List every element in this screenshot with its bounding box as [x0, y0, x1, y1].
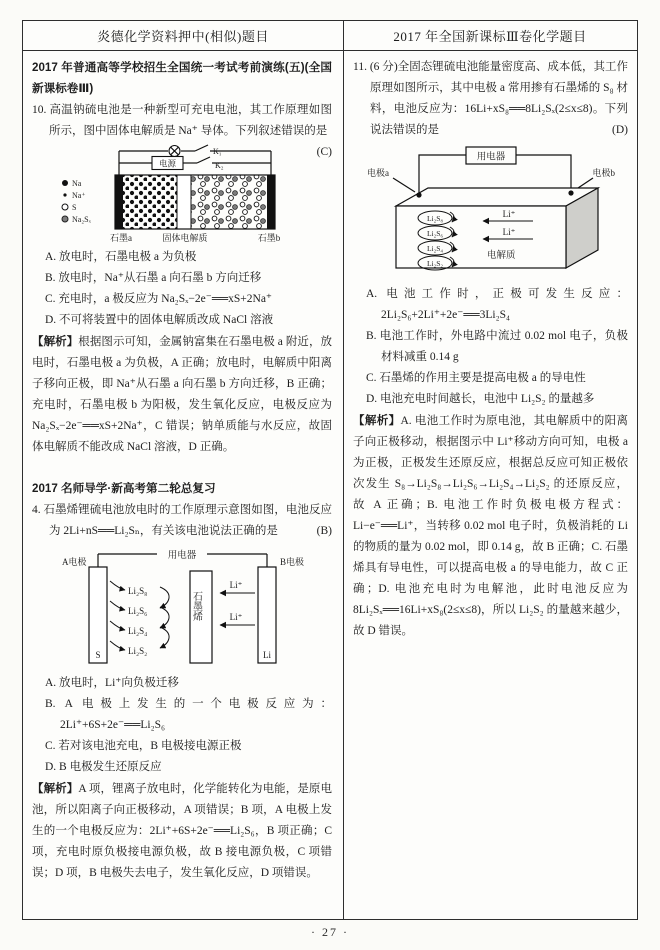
- terminal-b-dot: [568, 190, 573, 195]
- header-cell-right: 2017 年全国新课标Ⅲ卷化学题目: [393, 29, 587, 44]
- legend-s-label: S: [71, 203, 77, 212]
- sodium-chamber: [123, 175, 177, 229]
- question-10-text: 10. 高温钠硫电池是一种新型可充电电池，其工作原理如图所示，图中固体电解质是 Na⁺ 导体。下列叙述错误的是: [32, 104, 332, 137]
- analysis-text: A. 电池工作时为原电池，其电解质中的阳离子向正极移动，根据图示中 Li⁺移动方向可知，电极 a 为正极，正极发生还原反应，根据总反应可知正极依次发生 S₈→Li₂S₈→Li₂S₆→Li₂S₄→Li₂S₂ 的还原反应，故 A 正确；B. 电池工作时负极电极方程式：Li−e⁻══Li⁺，当转移 0.02 mol 电子时，负极消耗的 Li 的物质的量为 0.02 mol，即 0.14 g，故 B 正确；C. 石墨烯具有导电性，可以提高电极 a 的导电能力，故 C 正确；D. 电池充电时为电解池，此时电池反应为 8Li₂Sₓ══16Li+xS₈(2≤x≤8)，所以 Li₂S₂ 的量越来越少，故 D 错误。: [353, 415, 629, 637]
- species-li2s4: Li₂S₄: [426, 244, 444, 253]
- question-4-text: 4. 石墨烯锂硫电池放电时的工作原理示意图如图，电池反应为 2Li+nS══Li₂Sₙ，有关该电池说法正确的是: [32, 504, 332, 537]
- question-11-analysis: [353, 411, 628, 642]
- graphite-b-bar: [267, 175, 275, 229]
- right-column: [353, 57, 628, 642]
- question-4-analysis: [32, 779, 332, 884]
- lithium-material-label: Li: [262, 650, 271, 660]
- q4-option-b: B. A 电极上发生的一个电极反应为：2Li⁺+6S+2e⁻══Li₂S₆: [45, 698, 332, 731]
- question-11-text: 11. (6 分)全固态锂硫电池能量密度高、成本低，其工作原理如图所示，其中电极 a 常用掺有石墨烯的 S₈ 材料，电池反应为：16Li+xS₈══8Li₂Sₓ(2≤x≤8)。下列说法错误的是: [353, 61, 628, 136]
- switch-k1-label: K₁: [212, 147, 222, 156]
- q10-option-c: C. 充电时，a 极反应为 Na₂Sₓ−2e⁻══xS+2Na⁺: [45, 293, 272, 305]
- analysis-tag: 【解析】: [32, 783, 79, 795]
- exam-sheet-frame: [22, 20, 638, 920]
- analysis-text: 根据图示可知，金属钠富集在石墨电极 a 附近，放电时，石墨电极 a 为负极，A 正确；放电时，电解质中阳离子移向正极，即 Na⁺从石墨 a 向石墨 b 方向迁移，B 正确；充电时，石墨电极 b 为阳极，发生氧化反应，电极反应为 Na₂Sₓ−2e⁻══xS+2Na⁺，C 错误；钠单质能与水反应，故固体电解质不能改成 NaCl 溶液，D 正确。: [32, 336, 333, 453]
- solid-state-lithium-sulfur-diagram: [363, 144, 618, 282]
- analysis-text: A 项，锂离子放电时，化学能转化为电能，是原电池，所以阳离子向正极移动，A 项错误；B 项，A 电极上发生的一个电极反应为：2Li⁺+6S+2e⁻══Li₂S₆，B 项正确；C 项，充电时原负极接电源负极，故 B 接电源负极，C 项错误；D 项，B 电极失去电子，发生氧化反应，D 项错误。: [32, 783, 332, 879]
- graphite-b-label: 石墨b: [257, 233, 281, 243]
- power-source-label: 电源: [158, 158, 176, 169]
- q10-cell: [115, 175, 275, 229]
- solid-electrolyte-strip: [177, 175, 191, 229]
- left-column: [32, 57, 332, 884]
- box-top-face: [396, 188, 598, 206]
- legend-na2sx-icon: [62, 216, 68, 222]
- q10-figure: [32, 145, 317, 245]
- question-11-answer: (D): [612, 124, 628, 136]
- question-4-stem: [32, 500, 332, 542]
- question-10-answer: (C): [316, 146, 332, 158]
- q10-option-a: A. 放电时，石墨电极 a 为负极: [45, 251, 197, 263]
- header-cell-left: 炎德化学资料押中(相似)题目: [97, 29, 269, 44]
- question-11-stem: [353, 57, 628, 141]
- q10-circuit-wires: [119, 145, 271, 175]
- q11-option-a: A. 电池工作时，正极可发生反应：2Li₂S₆+2Li⁺+2e⁻══3Li₂S₄: [366, 288, 628, 321]
- graphite-a-bar: [115, 175, 123, 229]
- legend-na-icon: [62, 180, 68, 186]
- header-row: [23, 21, 637, 51]
- graphene-label: 石墨烯: [190, 591, 201, 621]
- q10-option-b: B. 放电时，Na⁺从石墨 a 向石墨 b 方向迁移: [45, 272, 262, 284]
- analysis-tag: 【解析】: [353, 415, 401, 427]
- electrode-b-bar: [258, 567, 276, 663]
- li-ion-label-2: Li⁺: [502, 227, 516, 237]
- q11-option-d: D. 电池充电时间越长，电池中 Li₂S₂ 的量越多: [366, 393, 595, 405]
- sodium-sulfur-cell-diagram: [57, 145, 292, 245]
- question-11-options: [366, 284, 628, 410]
- question-4-options: [45, 673, 332, 778]
- legend-s-icon: [62, 204, 68, 210]
- page-number: · 27 ·: [311, 925, 349, 939]
- q4-option-d: D. B 电极发生还原反应: [45, 761, 162, 773]
- electrode-a-bar: [89, 567, 107, 663]
- question-4-answer: (B): [316, 525, 332, 537]
- q11-option-c: C. 石墨烯的作用主要是提高电极 a 的导电性: [366, 372, 586, 384]
- legend-na-ion-label: Na⁺: [71, 191, 86, 200]
- sulfur-chamber: [191, 175, 267, 229]
- q4-figure: [32, 545, 332, 671]
- li-ion-label-1: Li⁺: [502, 209, 516, 219]
- graphite-a-label: 石墨a: [109, 233, 132, 243]
- graphene-lithium-sulfur-diagram: [60, 545, 305, 671]
- analysis-tag: 【解析】: [32, 336, 79, 348]
- electrode-a-label: A电极: [61, 557, 86, 567]
- switch-k2-label: K₂: [214, 161, 224, 170]
- solid-electrolyte-label: 固体电解质: [162, 233, 208, 243]
- legend-na2sx-label: Na₂Sₓ: [71, 215, 91, 224]
- li-ion-label-2: Li⁺: [229, 612, 242, 622]
- legend-na-ion-icon: [63, 193, 66, 196]
- lamp-icon: [169, 146, 180, 157]
- species-li2s6: Li₂S₆: [426, 229, 444, 238]
- load-label: 用电器: [476, 152, 506, 163]
- species-li2s2: Li₂S₂: [426, 259, 444, 268]
- column-divider: [343, 21, 344, 919]
- polysulfide-cascade: [110, 581, 169, 656]
- li-ion-arrows: [220, 580, 255, 625]
- q10-option-d: D. 不可将装置中的固体电解质改成 NaCl 溶液: [45, 314, 274, 326]
- section-title-mingshi-daoxue: 2017 名师导学·新高考第二轮总复习: [32, 482, 216, 495]
- q11-figure: [353, 144, 628, 282]
- question-10-analysis: [32, 332, 332, 458]
- species-li2s8: Li₂S₈: [127, 586, 147, 596]
- species-li2s8: Li₂S₈: [426, 214, 444, 223]
- electrode-a-label: 电极a: [367, 168, 389, 178]
- q4-option-c: C. 若对该电池充电，B 电极接电源正极: [45, 740, 242, 752]
- electrolyte-label: 电解质: [487, 251, 516, 261]
- terminal-a-dot: [416, 192, 421, 197]
- question-10-options: [45, 247, 332, 331]
- species-li2s6: Li₂S₆: [127, 606, 147, 616]
- q4-option-a: A. 放电时，Li⁺向负极迁移: [45, 677, 179, 689]
- sulfur-material-label: S: [94, 650, 101, 660]
- electrode-b-label: B电极: [279, 557, 304, 567]
- species-li2s4: Li₂S₄: [127, 626, 147, 636]
- legend-na-label: Na: [71, 179, 82, 188]
- load-label: 用电器: [167, 551, 196, 561]
- q10-legend: [62, 179, 92, 224]
- li-ion-label-1: Li⁺: [229, 580, 242, 590]
- q11-option-b: B. 电池工作时，外电路中流过 0.02 mol 电子，负极材料减重 0.14 g: [366, 330, 628, 363]
- species-li2s2: Li₂S₂: [127, 646, 147, 656]
- section-title-exam-rehearsal: 2017 年普通高等学校招生全国统一考试考前演练(五)(全国新课标卷Ⅲ): [32, 61, 332, 95]
- electrode-b-label: 电极b: [592, 168, 615, 178]
